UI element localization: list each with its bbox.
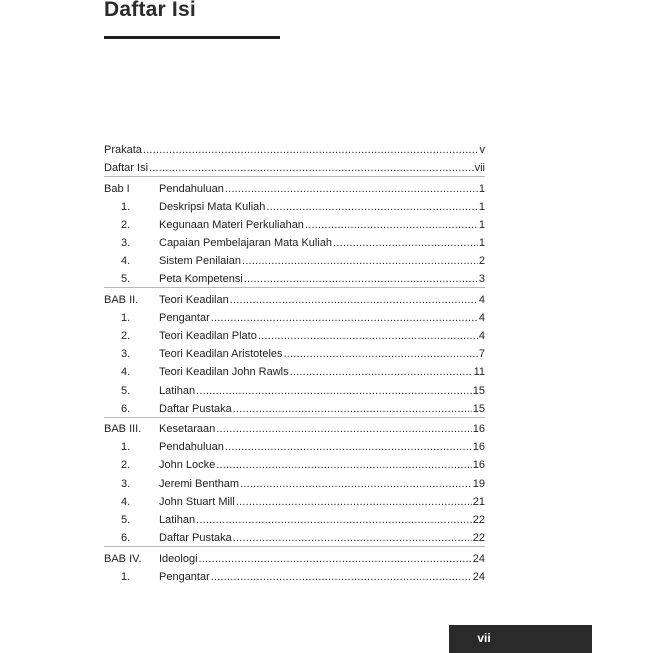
toc-leader-dots xyxy=(240,478,472,491)
toc-entry-page: 3 xyxy=(478,273,485,286)
toc-entry-number: BAB III. xyxy=(104,423,142,436)
toc-leader-dots xyxy=(236,496,472,509)
toc-entry-label: Latihan xyxy=(159,384,196,397)
toc-entry-number: 4. xyxy=(121,255,131,268)
toc-entry-label: Peta Kompetensi xyxy=(159,273,243,286)
toc-entry-number: 2. xyxy=(121,459,131,472)
toc-entry-label: Kegunaan Materi Perkuliahan xyxy=(159,219,304,232)
toc-entry-label: Latihan xyxy=(159,513,196,526)
toc-entry[interactable] xyxy=(104,492,485,510)
toc-entry-page: 21 xyxy=(472,495,485,508)
toc-entry-label: Kesetaraan xyxy=(159,423,216,436)
toc-entry-page: 1 xyxy=(478,219,485,232)
toc-entry[interactable] xyxy=(104,362,485,380)
toc-entry-label: Pengantar xyxy=(159,570,210,583)
toc-entry-number: BAB IV. xyxy=(104,552,142,565)
toc-leader-dots xyxy=(290,366,473,379)
toc-leader-dots xyxy=(242,255,478,268)
footer-page-tab xyxy=(449,625,592,653)
toc-leader-dots xyxy=(196,385,472,398)
toc-entry-number: BAB II. xyxy=(104,294,139,307)
toc-entry-label: Prakata xyxy=(104,144,142,157)
toc-entry-label: Sistem Penilaian xyxy=(159,255,241,268)
toc-entry-number: 5. xyxy=(121,384,131,397)
toc-entry-number: 4. xyxy=(121,495,131,508)
toc-entry-number: 1. xyxy=(121,570,131,583)
toc-entry-page: 24 xyxy=(472,552,485,565)
toc-entry[interactable] xyxy=(104,158,485,176)
toc-entry-page: 2 xyxy=(478,255,485,268)
toc-entry[interactable] xyxy=(104,179,485,197)
toc-leader-dots xyxy=(258,330,478,343)
toc-entry-page: 1 xyxy=(478,182,485,195)
toc-entry-label: Pendahuluan xyxy=(159,441,224,454)
toc-entry-page: 22 xyxy=(472,531,485,544)
toc-entry-page: 15 xyxy=(472,384,485,397)
toc-entry-label: Daftar Pustaka xyxy=(159,402,232,415)
toc-entry-number: 5. xyxy=(121,273,131,286)
toc-entry-label: Teori Keadilan xyxy=(159,294,229,307)
toc-entry-label: Daftar Isi xyxy=(104,162,149,175)
toc-entry-page: 16 xyxy=(472,459,485,472)
toc-entry-label: Ideologi xyxy=(159,552,198,565)
toc-leader-dots xyxy=(225,183,478,196)
page-title: Daftar Isi xyxy=(104,0,196,21)
toc-entry[interactable] xyxy=(104,344,485,362)
section-divider xyxy=(104,287,485,288)
toc-entry[interactable] xyxy=(104,510,485,528)
toc-leader-dots xyxy=(216,459,471,472)
toc-entry-number: 2. xyxy=(121,219,131,232)
toc-entry-number: 3. xyxy=(121,348,131,361)
toc-leader-dots xyxy=(196,514,472,527)
toc-entry[interactable] xyxy=(104,455,485,473)
toc-entry-number: 4. xyxy=(121,366,131,379)
toc-entry[interactable] xyxy=(104,251,485,269)
toc-leader-dots xyxy=(305,219,478,232)
toc-entry[interactable] xyxy=(104,548,485,566)
toc-entry[interactable] xyxy=(104,326,485,344)
toc-entry-page: 19 xyxy=(472,477,485,490)
toc-entry[interactable] xyxy=(104,290,485,308)
toc-entry[interactable] xyxy=(104,308,485,326)
toc-entry-number: 5. xyxy=(121,513,131,526)
toc-entry-page: 1 xyxy=(478,237,485,250)
toc-entry-number: 1. xyxy=(121,200,131,213)
toc-entry-label: Pendahuluan xyxy=(159,182,224,195)
toc-leader-dots xyxy=(244,273,478,286)
section-divider xyxy=(104,176,485,177)
toc-entry-label: John Stuart Mill xyxy=(159,495,235,508)
toc-entry-number: 2. xyxy=(121,330,131,343)
toc-entry-label: Capaian Pembelajaran Mata Kuliah xyxy=(159,237,333,250)
toc-entry-page: 4 xyxy=(478,330,485,343)
toc-entry-label: Teori Keadilan Plato xyxy=(159,330,257,343)
toc-leader-dots xyxy=(266,201,478,214)
toc-entry[interactable] xyxy=(104,269,485,287)
toc-entry[interactable] xyxy=(104,528,485,546)
toc-leader-dots xyxy=(199,553,472,566)
toc-entry[interactable] xyxy=(104,437,485,455)
toc-entry-page: 15 xyxy=(472,402,485,415)
toc-leader-dots xyxy=(211,571,472,584)
toc-leader-dots xyxy=(225,441,472,454)
toc-entry-number: Bab I xyxy=(104,182,130,195)
toc-entry-number: 1. xyxy=(121,312,131,325)
toc-entry-label: Deskripsi Mata Kuliah xyxy=(159,200,266,213)
footer-page-number: vii xyxy=(477,631,491,645)
toc-leader-dots xyxy=(216,423,471,436)
toc-entry[interactable] xyxy=(104,399,485,417)
toc-entry-page: 7 xyxy=(478,348,485,361)
toc-entry-page: 4 xyxy=(478,294,485,307)
toc-entry-label: Daftar Pustaka xyxy=(159,531,232,544)
toc-leader-dots xyxy=(284,348,478,361)
toc-leader-dots xyxy=(211,312,478,325)
toc-entry-number: 6. xyxy=(121,402,131,415)
toc-leader-dots xyxy=(230,294,478,307)
toc-entry-page: v xyxy=(479,144,485,157)
toc-entry-number: 1. xyxy=(121,441,131,454)
toc-entry[interactable] xyxy=(104,233,485,251)
toc-entry-page: 16 xyxy=(472,423,485,436)
toc-entry[interactable] xyxy=(104,215,485,233)
toc-entry[interactable] xyxy=(104,567,485,585)
title-underline xyxy=(104,36,280,39)
toc-entry[interactable] xyxy=(104,473,485,491)
toc-entry-number: 3. xyxy=(121,237,131,250)
section-divider xyxy=(104,417,485,418)
toc-entry[interactable] xyxy=(104,140,485,158)
toc-entry-page: 1 xyxy=(478,200,485,213)
toc-entry-label: Teori Keadilan John Rawls xyxy=(159,366,289,379)
toc-entry-label: Jeremi Bentham xyxy=(159,477,240,490)
toc-entry-label: Teori Keadilan Aristoteles xyxy=(159,348,283,361)
toc-entry-label: Pengantar xyxy=(159,312,210,325)
toc-entry[interactable] xyxy=(104,380,485,398)
toc-leader-dots xyxy=(143,144,479,157)
toc-entry-number: 3. xyxy=(121,477,131,490)
toc-entry-page: 11 xyxy=(473,366,485,379)
toc-entry-page: 22 xyxy=(472,513,485,526)
toc-entry-page: 16 xyxy=(472,441,485,454)
toc-entry-page: vii xyxy=(474,162,485,175)
table-of-contents xyxy=(104,140,485,585)
toc-entry[interactable] xyxy=(104,419,485,437)
toc-leader-dots xyxy=(149,162,474,175)
toc-entry-page: 24 xyxy=(472,570,485,583)
toc-leader-dots xyxy=(233,403,472,416)
toc-entry-page: 4 xyxy=(478,312,485,325)
toc-entry-label: John Locke xyxy=(159,459,216,472)
toc-entry[interactable] xyxy=(104,197,485,215)
section-divider xyxy=(104,546,485,547)
toc-entry-number: 6. xyxy=(121,531,131,544)
toc-leader-dots xyxy=(333,237,478,250)
toc-leader-dots xyxy=(233,532,472,545)
